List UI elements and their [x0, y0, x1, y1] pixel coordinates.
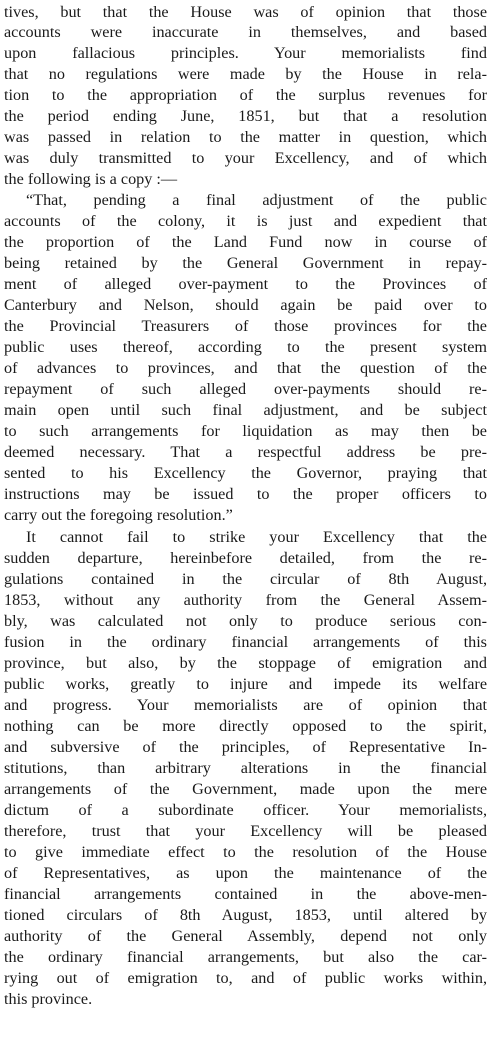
text-line: the period ending June, 1851, but that a resolution — [4, 107, 487, 125]
text-line: tives, but that the House was of opinion that those — [4, 3, 487, 21]
quote-line: sented to his Excellency the Governor, praying that — [4, 464, 487, 482]
quote-line: of advances to provinces, and that the question of the — [4, 359, 487, 377]
quote-line: to such arrangements for liquidation as may then be — [4, 422, 487, 440]
text-line: of Representatives, as upon the maintenance of the — [4, 864, 487, 882]
text-line: and progress. Your memorialists are of opinion that — [4, 696, 487, 714]
text-line: financial arrangements contained in the above-men- — [4, 885, 487, 903]
text-line: sudden departure, hereinbefore detailed, from the re- — [4, 549, 487, 567]
text-line: tion to the appropriation of the surplus revenues for — [4, 86, 487, 104]
quote-line: repayment of such alleged over-payments should re- — [4, 380, 487, 398]
quote-line: instructions may be issued to the proper officers to — [4, 485, 487, 503]
text-line: that no regulations were made by the House in rela- — [4, 65, 487, 83]
text-line: 1853, without any authority from the General Assem- — [4, 591, 487, 609]
quote-line: Canterbury and Nelson, should again be paid over to — [4, 296, 487, 314]
text-line: tioned circulars of 8th August, 1853, until altered by — [4, 906, 487, 924]
text-line: authority of the General Assembly, depend not only — [4, 927, 487, 945]
quote-line: accounts of the colony, it is just and expedient that — [4, 212, 487, 230]
text-line: fusion in the ordinary financial arrangements of this — [4, 633, 487, 651]
text-line: bly, was calculated not only to produce serious con- — [4, 612, 487, 630]
text-line: the following is a copy :— — [4, 170, 178, 188]
text-line: accounts were inaccurate in themselves, and based — [4, 23, 487, 41]
quote-line: ment of alleged over-payment to the Provinces of — [4, 275, 487, 293]
text-line: arrangements of the Government, made upon the mere — [4, 780, 487, 798]
quote-line: public uses thereof, according to the present system — [4, 338, 487, 356]
quote-line: being retained by the General Government in repay- — [4, 254, 487, 272]
text-line: province, but also, by the stoppage of emigration and — [4, 654, 487, 672]
quote-line: deemed necessary. That a respectful address be pre- — [4, 443, 487, 461]
text-line: to give immediate effect to the resolution of the House — [4, 843, 487, 861]
text-line: gulations contained in the circular of 8th August, — [4, 570, 487, 588]
quote-line: the proportion of the Land Fund now in course of — [4, 233, 487, 251]
quote-line: carry out the foregoing resolution.” — [4, 506, 233, 524]
quote-line: “That, pending a final adjustment of the public — [26, 191, 487, 209]
text-line: therefore, trust that your Excellency will be pleased — [4, 822, 487, 840]
text-line: upon fallacious principles. Your memorialists find — [4, 44, 487, 62]
text-line: was duly transmitted to your Excellency, and of which — [4, 149, 487, 167]
text-line: was passed in relation to the matter in question, which — [4, 128, 487, 146]
quote-line: main open until such final adjustment, and be subject — [4, 401, 487, 419]
text-line: dictum of a subordinate officer. Your memorialists, — [4, 801, 487, 819]
text-line: the ordinary financial arrangements, but also the car- — [4, 948, 487, 966]
text-line: stitutions, than arbitrary alterations in the financial — [4, 759, 487, 777]
text-line: nothing can be more directly opposed to the spirit, — [4, 717, 487, 735]
text-line: and subversive of the principles, of Representative In- — [4, 738, 487, 756]
text-line: public works, greatly to injure and impede its welfare — [4, 675, 487, 693]
text-line: It cannot fail to strike your Excellency that the — [26, 528, 487, 546]
quote-line: the Provincial Treasurers of those provinces for the — [4, 317, 487, 335]
text-line: this province. — [4, 990, 93, 1008]
text-line: rying out of emigration to, and of public works within, — [4, 969, 487, 987]
